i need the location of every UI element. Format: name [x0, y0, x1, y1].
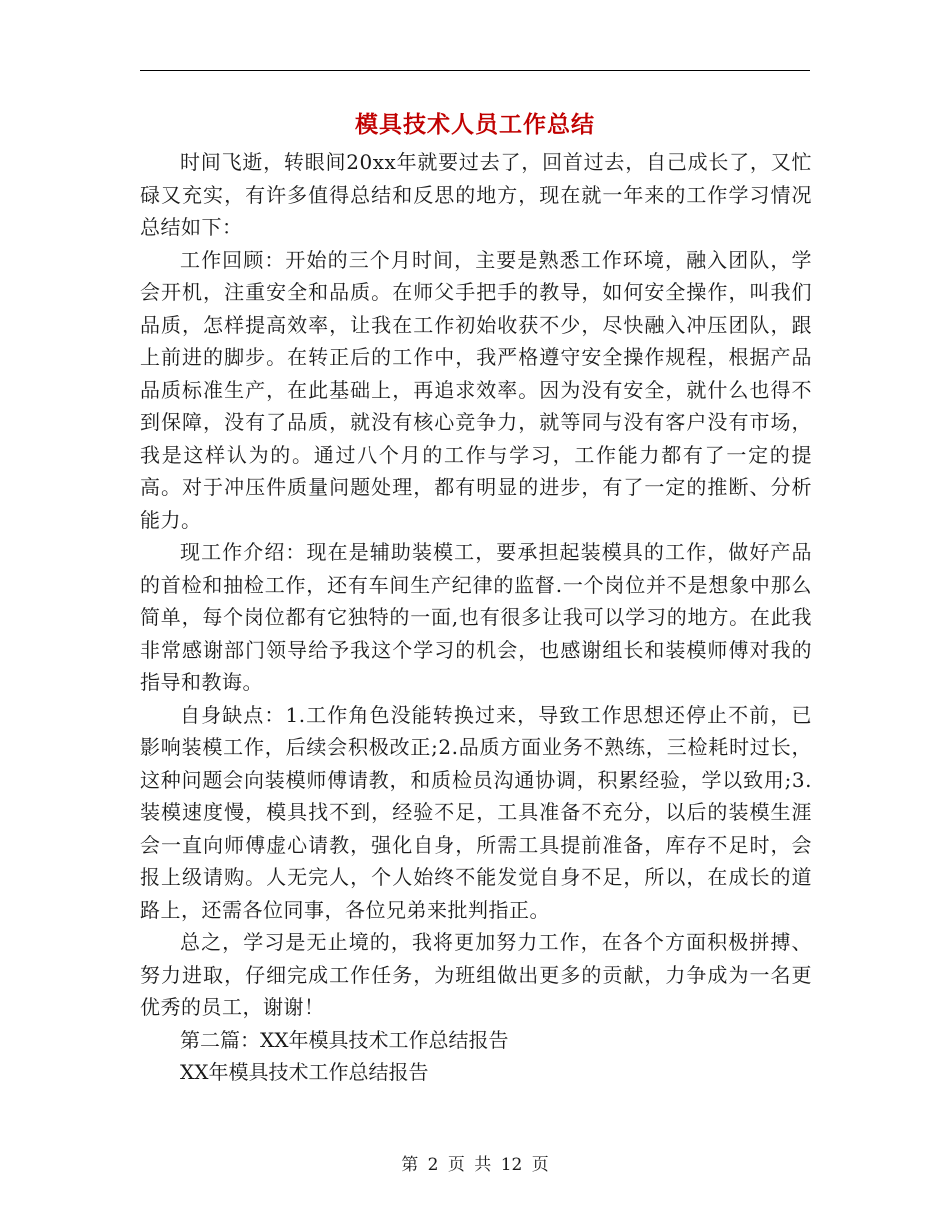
intro-paragraph: 时间飞逝，转眼间20xx年就要过去了，回首过去，自己成长了，又忙碌又充实，有许多值得总结和反思的地方，现在就一年来的工作学习情况总结如下：: [140, 150, 812, 239]
header-rule: [140, 70, 810, 71]
second-article-title: XX年模具技术工作总结报告: [180, 1060, 429, 1084]
document-body: [140, 146, 812, 1089]
document-title: 模具技术人员工作总结: [355, 111, 595, 138]
work-review-paragraph: 工作回顾：开始的三个月时间，主要是熟悉工作环境，融入团队，学会开机，注重安全和品质。在师父手把手的教导，如何安全操作，叫我们品质，怎样提高效率，让我在工作初始收获不少，尽快融入冲压团队，跟上前进的脚步。在转正后的工作中，我严格遵守安全操作规程，根据产品品质标准生产，在此基础上，再追求效率。因为没有安全，就什么也得不到保障，没有了品质，就没有核心竞争力，就等同与没有客户没有市场，我是这样认为的。通过八个月的工作与学习，工作能力都有了一定的提高。对于冲压件质量问题处理，都有明显的进步，有了一定的推断、分析能力。: [140, 247, 812, 532]
current-work-paragraph: 现工作介绍：现在是辅助装模工，要承担起装模具的工作，做好产品的首检和抽检工作，还有车间生产纪律的监督.一个岗位并不是想象中那么简单，每个岗位都有它独特的一面,也有很多让我可以学习的地方。在此我非常感谢部门领导给予我这个学习的机会，也感谢组长和装模师傅对我的指导和教诲。: [140, 540, 812, 694]
shortcomings-paragraph: 自身缺点：1.工作角色没能转换过来，导致工作思想还停止不前，已影响装模工作，后续会积极改正;2.品质方面业务不熟练，三检耗时过长，这种问题会向装模师傅请教，和质检员沟通协调，积累经验，学以致用;3.装模速度慢，模具找不到，经验不足，工具准备不充分，以后的装模生涯会一直向师傅虚心请教，强化自身，所需工具提前准备，库存不足时，会报上级请购。人无完人，个人始终不能发觉自身不足，所以，在成长的道路上，还需各位同事，各位兄弟来批判指正。: [140, 702, 812, 922]
second-article-heading: 第二篇：XX年模具技术工作总结报告: [180, 1027, 509, 1052]
conclusion-paragraph: 总之，学习是无止境的，我将更加努力工作，在各个方面积极拼搏、努力进取，仔细完成工作任务，为班组做出更多的贡献，力争成为一名更优秀的员工，谢谢！: [140, 930, 812, 1019]
page-number-footer: 第 2 页 共 12 页: [401, 1155, 549, 1175]
